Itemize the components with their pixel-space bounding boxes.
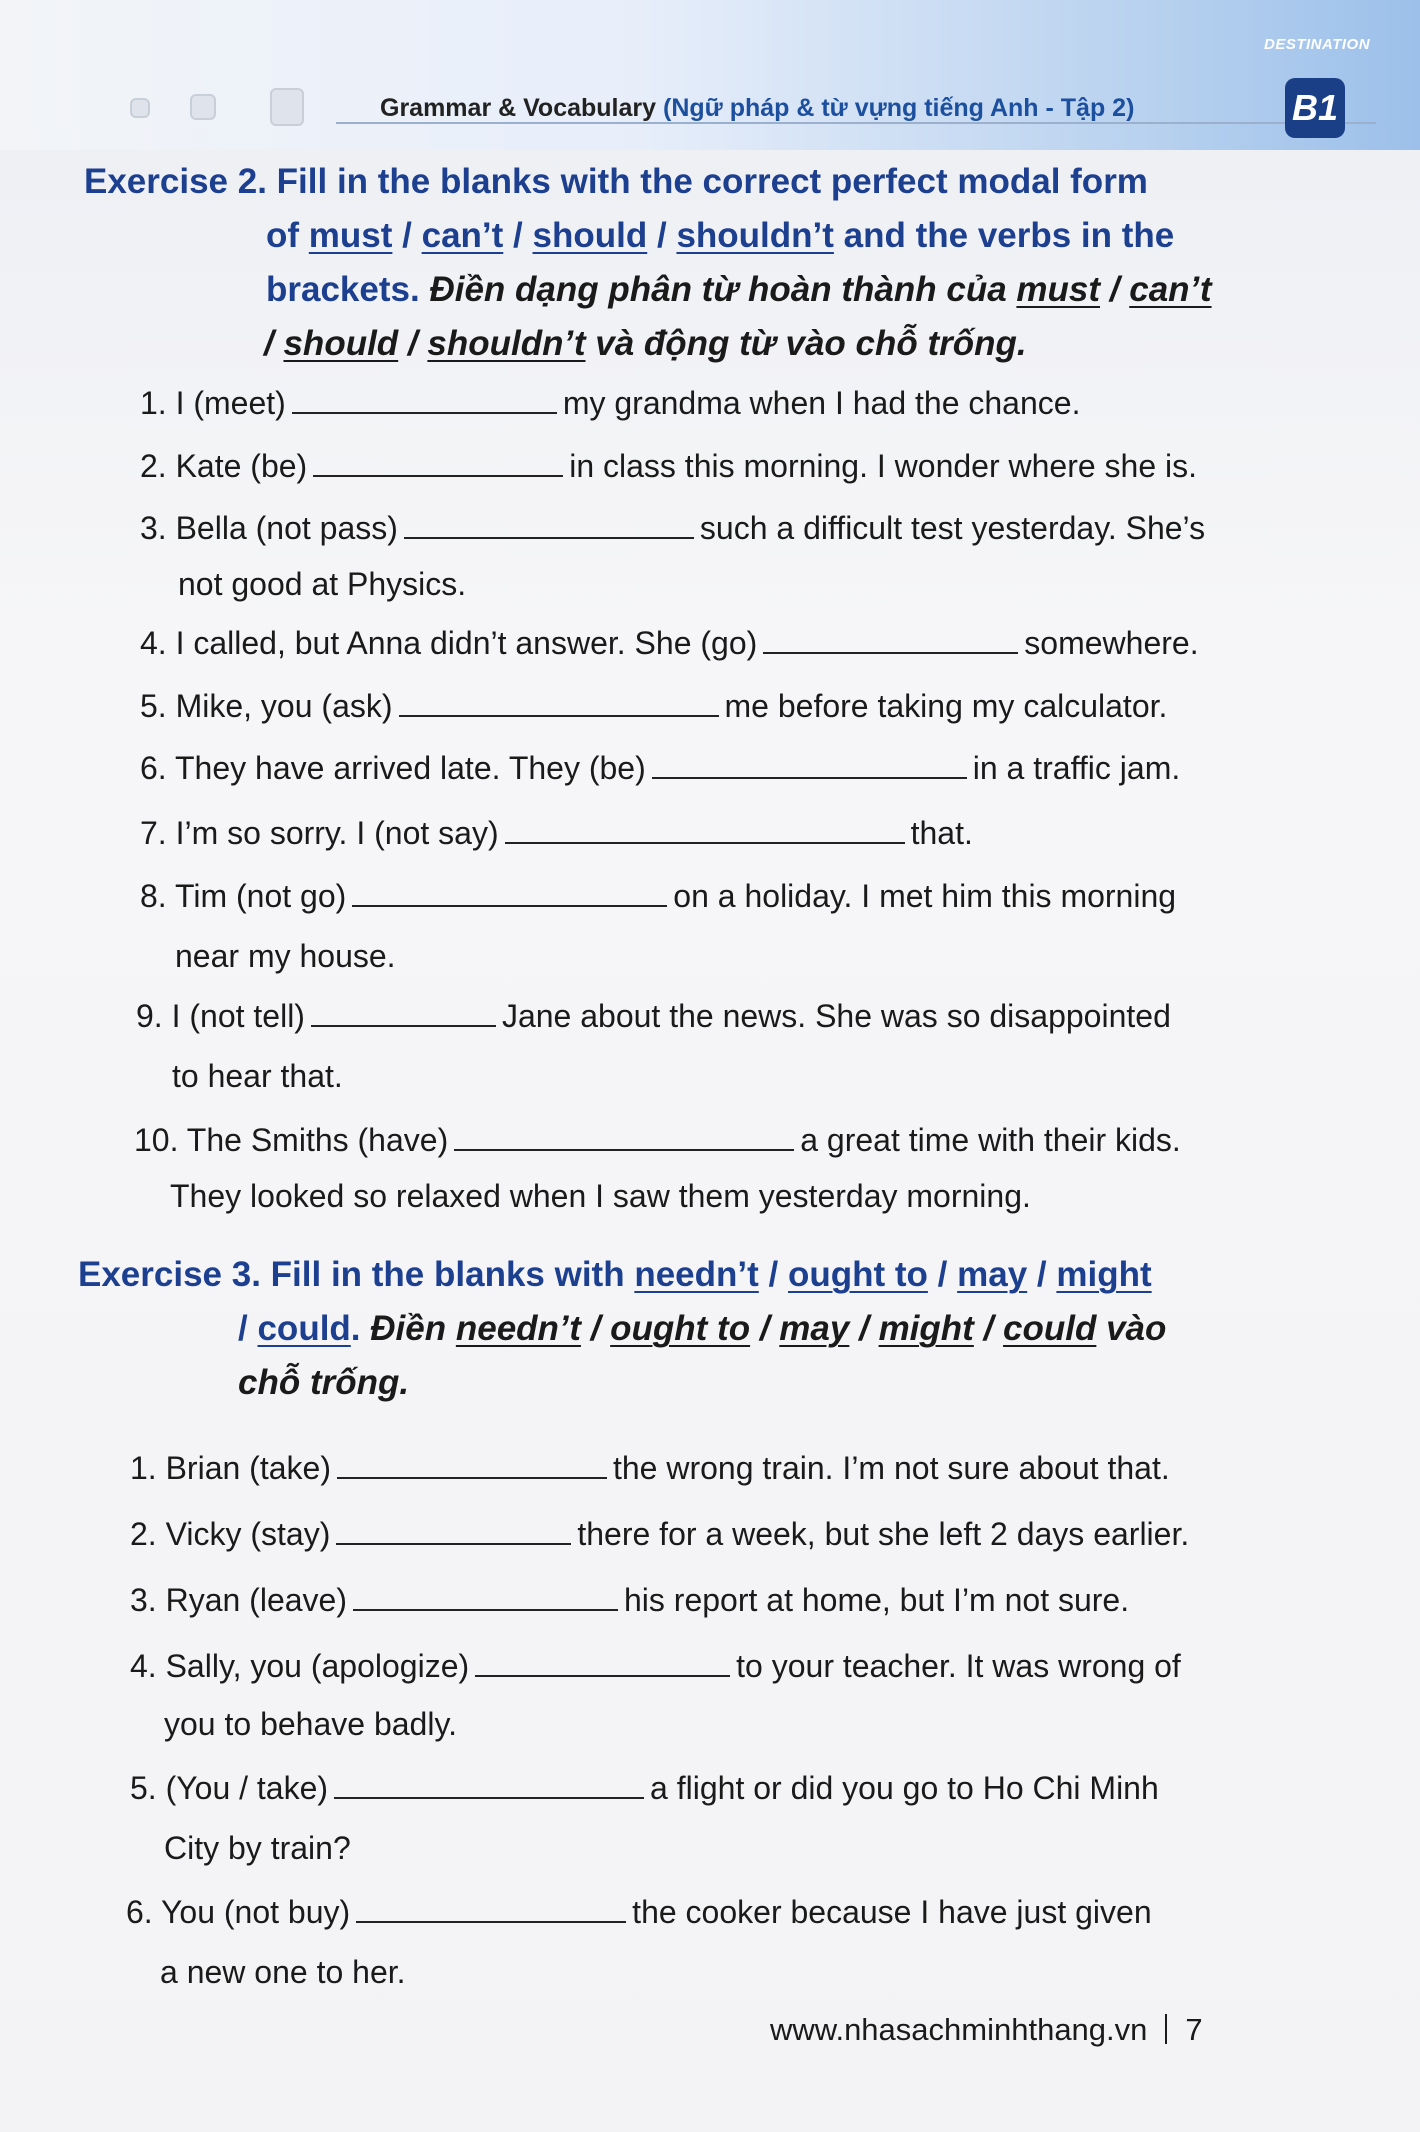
item-text: a great time with their kids. [800,1122,1181,1158]
list-item [140,878,1176,915]
item-text: his report at home, but I’m not sure. [623,1582,1130,1618]
modal-shouldnt: shouldn’t [427,324,586,363]
modal-neednt: needn’t [634,1255,759,1294]
slash: / [1036,1255,1047,1294]
level-badge: B1 [1285,78,1345,138]
answer-blank[interactable] [292,386,557,414]
item-number: 1. [130,1450,157,1486]
answer-blank[interactable] [399,689,719,717]
page-number: 7 [1185,2012,1203,2047]
item-text: on a holiday. I met him this morning [673,878,1177,914]
slash: / [402,216,412,255]
answer-blank[interactable] [352,879,667,907]
ex2-instruction-vi: và động từ vào chỗ trống. [595,324,1027,363]
item-continuation: you to behave badly. [164,1706,457,1742]
item-continuation: near my house. [175,938,396,974]
item-prompt: Bella (not pass) [175,510,398,546]
list-item [140,750,1180,787]
exercise3-heading [78,1248,1318,1410]
answer-blank[interactable] [356,1895,626,1923]
ex3-instruction-vi: vào [1106,1309,1167,1348]
item-number: 2. [130,1516,157,1552]
item-prompt: You (not buy) [161,1894,351,1930]
item-text: me before taking my calculator. [724,688,1168,724]
answer-blank[interactable] [454,1123,794,1151]
slash: / [264,324,274,363]
list-item [130,1450,1170,1487]
ex2-text: of [266,216,300,255]
answer-blank[interactable] [353,1583,618,1611]
list-item [130,1770,1159,1807]
square-icon [270,88,304,126]
item-prompt: They have arrived late. They (be) [175,750,646,786]
footer-divider [1165,2014,1167,2044]
book-title [380,94,1134,123]
item-text: my grandma when I had the chance. [562,385,1081,421]
item-text: the wrong train. I’m not sure about that. [612,1450,1170,1486]
item-prompt: Tim (not go) [175,878,347,914]
item-prompt: I (not tell) [171,998,305,1034]
item-text: in class this morning. I wonder where she is. [569,448,1198,484]
page-header [120,68,1300,148]
list-item [140,688,1167,725]
modal-might: might [1056,1255,1152,1294]
answer-blank[interactable] [311,999,496,1027]
list-item [136,998,1171,1035]
modal-might: might [878,1309,974,1348]
item-number: 7. [140,815,167,851]
ex3-text: Fill in the blanks with [270,1255,625,1294]
modal-cant: can’t [1129,270,1212,309]
item-number: 5. [140,688,167,724]
item-number: 4. [140,625,167,661]
slash: / [407,324,418,363]
list-item [140,448,1197,485]
item-number: 6. [126,1894,153,1930]
slash: / [513,216,523,255]
ex3-instruction-vi: Điền [370,1309,447,1348]
item-text: that. [910,815,973,851]
answer-blank[interactable] [763,626,1018,654]
list-item [130,1648,1181,1685]
slash: / [983,1309,994,1348]
answer-blank[interactable] [336,1517,571,1545]
answer-blank[interactable] [337,1451,607,1479]
list-item [130,1516,1189,1553]
item-text: there for a week, but she left 2 days earlier. [577,1516,1190,1552]
item-text: in a traffic jam. [972,750,1181,786]
book-title-vi: (Ngữ pháp & từ vựng tiếng Anh - Tập 2) [663,94,1135,122]
item-prompt: (You / take) [165,1770,329,1806]
modal-could: could [1003,1309,1097,1348]
item-prompt: Kate (be) [175,448,308,484]
square-icon [190,94,216,120]
item-text: Jane about the news. She was so disappointed [501,998,1171,1034]
answer-blank[interactable] [505,816,905,844]
book-title-en: Grammar & Vocabulary [380,94,657,122]
item-prompt: I called, but Anna didn’t answer. She (go) [175,625,758,661]
answer-blank[interactable] [404,511,694,539]
modal-may: may [957,1255,1028,1294]
modal-may: may [779,1309,850,1348]
item-number: 6. [140,750,167,786]
modal-cant: can’t [421,216,504,255]
item-prompt: The Smiths (have) [186,1122,449,1158]
item-continuation: to hear that. [172,1058,343,1094]
modal-ought-to: ought to [787,1255,928,1294]
ex2-text: and the verbs in the [843,216,1175,255]
item-prompt: Brian (take) [165,1450,331,1486]
square-icon [130,98,150,118]
item-prompt: I’m so sorry. I (not say) [175,815,499,851]
exercise3-label: Exercise 3. [78,1255,261,1294]
item-prompt: Ryan (leave) [165,1582,347,1618]
ex2-text: brackets. [266,270,420,309]
item-number: 4. [130,1648,157,1684]
item-text: a flight or did you go to Ho Chi Minh [650,1770,1159,1806]
list-item [140,815,973,852]
item-number: 2. [140,448,167,484]
page-footer [770,2012,1203,2048]
modal-neednt: needn’t [455,1309,581,1348]
slash: / [759,1309,770,1348]
item-prompt: Sally, you (apologize) [165,1648,470,1684]
list-item [134,1122,1181,1159]
slash: / [590,1309,601,1348]
modal-could: could [257,1309,351,1348]
item-prompt: I (meet) [175,385,286,421]
list-item [140,510,1205,547]
item-number: 9. [136,998,163,1034]
list-item [140,625,1199,662]
answer-blank[interactable] [475,1649,730,1677]
item-prompt: Mike, you (ask) [175,688,393,724]
slash: / [1109,270,1120,309]
item-number: 3. [140,510,167,546]
item-number: 10. [134,1122,179,1158]
item-continuation: not good at Physics. [178,566,467,602]
exercise2-line1: Fill in the blanks with the correct perfect modal form [276,162,1148,201]
slash: / [656,216,667,255]
item-number: 1. [140,385,167,421]
item-number: 8. [140,878,167,914]
exercise2-heading [84,155,1284,371]
modal-must: must [1016,270,1101,309]
item-number: 5. [130,1770,157,1806]
item-number: 3. [130,1582,157,1618]
website-link[interactable]: www.nhasachminhthang.vn [770,2012,1148,2047]
item-prompt: Vicky (stay) [165,1516,331,1552]
list-item [130,1582,1129,1619]
item-text: somewhere. [1024,625,1199,661]
list-item [140,385,1080,422]
item-continuation: They looked so relaxed when I saw them yesterday morning. [170,1178,1031,1214]
answer-blank[interactable] [334,1771,644,1799]
slash: / [859,1309,869,1348]
answer-blank[interactable] [313,449,563,477]
modal-should: should [532,216,648,255]
brand-label: DESTINATION [1264,36,1371,53]
item-text: such a difficult test yesterday. She’s [699,510,1206,546]
modal-ought-to: ought to [610,1309,751,1348]
item-continuation: a new one to her. [160,1954,406,1990]
modal-shouldnt: shouldn’t [676,216,834,255]
answer-blank[interactable] [652,751,967,779]
ex2-instruction-vi: Điền dạng phân từ hoàn thành của [429,270,1007,309]
slash: / [937,1255,948,1294]
list-item [126,1894,1152,1931]
slash: / [768,1255,779,1294]
item-text: to your teacher. It was wrong of [736,1648,1181,1684]
item-continuation: City by train? [164,1830,351,1866]
ex3-instruction-vi: chỗ trống. [238,1363,410,1402]
modal-must: must [308,216,393,255]
exercise2-label: Exercise 2. [84,162,267,201]
modal-should: should [283,324,399,363]
period: . [350,1309,361,1348]
slash: / [238,1309,248,1348]
item-text: the cooker because I have just given [632,1894,1152,1930]
